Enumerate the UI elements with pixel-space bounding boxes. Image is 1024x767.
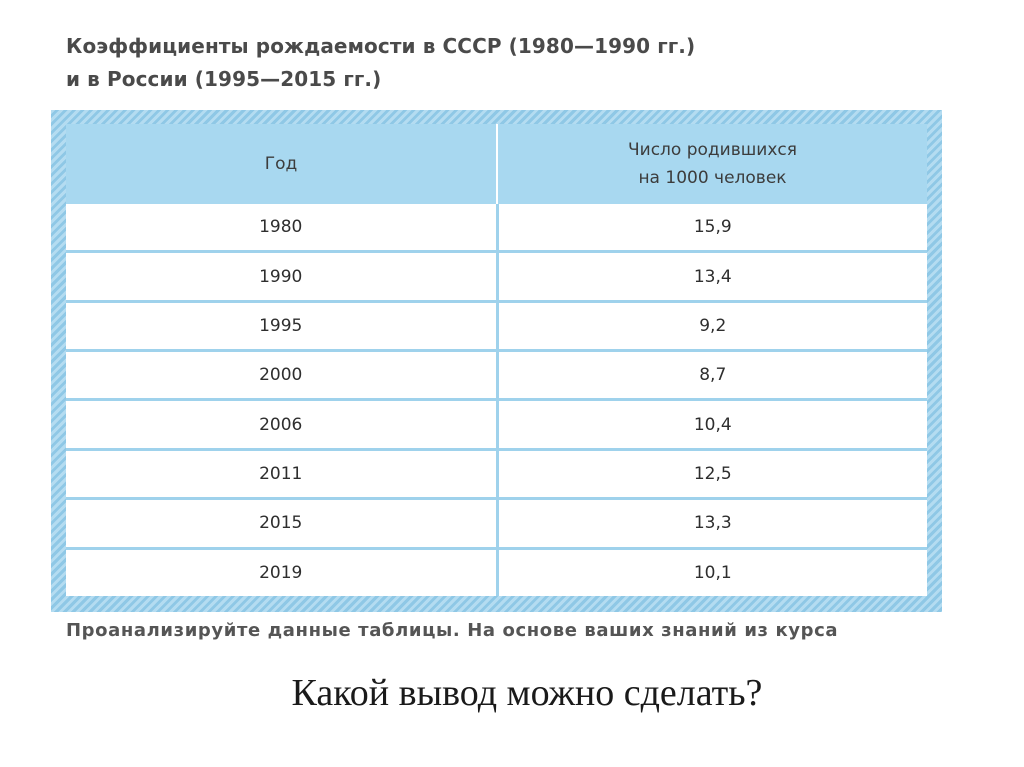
cell-year: 2019 [66,548,497,596]
cell-value: 8,7 [497,351,927,400]
cell-value: 13,3 [497,499,927,548]
table-title [66,30,966,96]
table-frame [51,110,942,612]
cell-value: 10,1 [497,548,927,596]
table-row [66,351,927,400]
cell-year: 1990 [66,252,497,301]
cell-year: 1995 [66,301,497,350]
header-births [497,124,927,204]
cell-value: 9,2 [497,301,927,350]
cell-value: 15,9 [497,204,927,252]
table-row [66,301,927,350]
table-title-line-1: Коэффициенты рождаемости в СССР (1980—1990 гг.) [66,34,696,58]
birth-rate-table [66,124,927,596]
cropped-instruction-text: Проанализируйте данные таблицы. На основе ваших знаний из курса [66,620,839,641]
table-row [66,548,927,596]
cell-year: 2006 [66,400,497,449]
table-row [66,252,927,301]
header-year: Год [66,124,497,204]
table-row [66,400,927,449]
cell-year: 2000 [66,351,497,400]
cell-value: 13,4 [497,252,927,301]
header-births-line-1: Число родившихся [628,140,797,160]
cell-value: 10,4 [497,400,927,449]
cell-year: 2011 [66,449,497,498]
table-container [66,124,927,596]
slide-question: Какой вывод можно сделать? [291,672,763,714]
table-row [66,499,927,548]
table-header-row [66,124,927,204]
header-births-line-2: на 1000 человек [638,168,787,188]
cell-year: 1980 [66,204,497,252]
table-title-line-2: и в России (1995—2015 гг.) [66,67,382,91]
table-row [66,449,927,498]
cell-value: 12,5 [497,449,927,498]
table-row [66,204,927,252]
cell-year: 2015 [66,499,497,548]
